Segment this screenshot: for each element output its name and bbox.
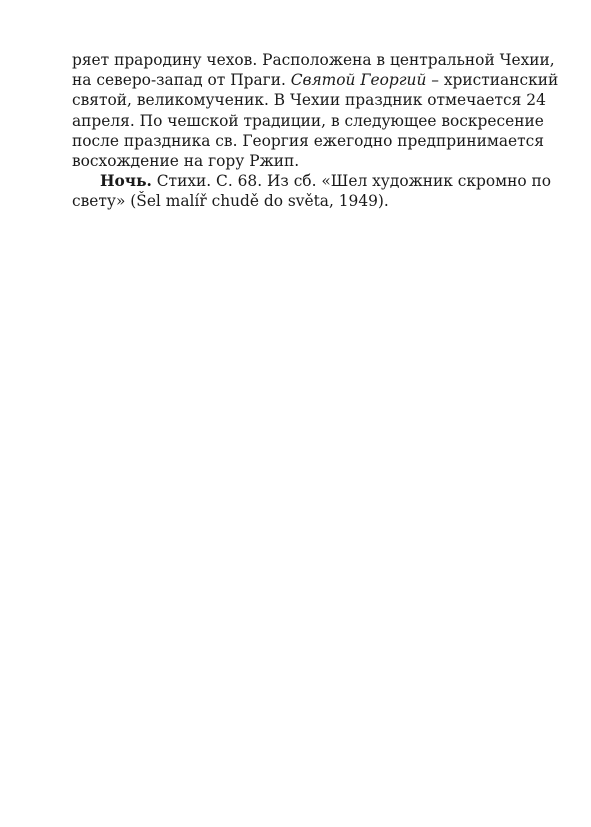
entry-heading: Ночь. <box>100 172 152 191</box>
text-line: свету» (Šel malíř chudě do světa, 1949). <box>72 192 389 211</box>
text-line <box>72 171 552 191</box>
text-line: восхождение на гору Ржип. <box>72 151 300 170</box>
text-line: апреля. По чешской традиции, в следующее воскресение <box>72 111 544 130</box>
text-segment: – христианский <box>426 71 559 90</box>
text-segment: на северо-запад от Праги. <box>72 71 291 90</box>
text-segment: Стихи. С. 68. Из сб. «Шел художник скромно по <box>151 172 552 191</box>
text-line: святой, великомученик. В Чехии праздник отмечается 24 <box>72 91 546 110</box>
text-line: после праздника св. Георгия ежегодно предпринимается <box>72 131 544 150</box>
text-line <box>72 70 559 90</box>
body-text <box>72 50 559 212</box>
italic-term: Святой Георгий <box>290 71 427 90</box>
text-line: ряет прародину чехов. Расположена в центральной Чехии, <box>72 51 555 69</box>
